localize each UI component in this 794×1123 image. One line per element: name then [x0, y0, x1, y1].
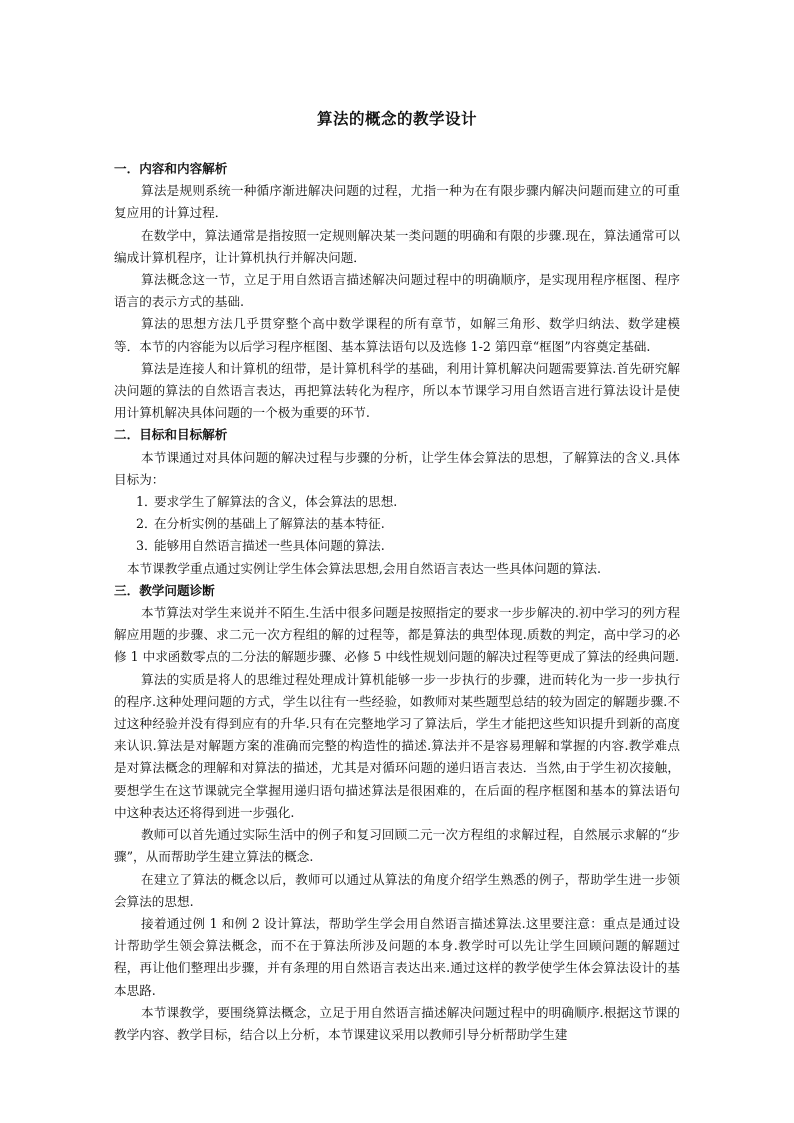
section-heading: 二．目标和目标解析: [114, 427, 228, 443]
list-number: 1．: [136, 494, 157, 510]
document-title: 算法的概念的教学设计: [316, 109, 477, 128]
paragraph: 算法概念这一节，立足于用自然语言描述解决问题过程中的明确顺序，是实现用程序框图、程序语言的表示方式的基础.: [114, 272, 680, 310]
paragraph: 接着通过例 1 和例 2 设计算法，帮助学生学会用自然语言描述算法.这里要注意：重点是通过设计帮助学生领会算法概念，而不在于算法所涉及问题的本身.教学时可以先让学生回顾问题的解题过程，再让他们整理出步骤，并有条理的用自然语言表达出来.通过这样的教学使学生体会算法设计的基本思路.: [114, 915, 680, 998]
list-number: 3．: [136, 538, 157, 554]
paragraph: 在建立了算法的概念以后，教师可以通过从算法的角度介绍学生熟悉的例子，帮助学生进一步领会算法的思想.: [114, 871, 680, 909]
list-item: [114, 491, 680, 513]
paragraph: 本节课教学，要围绕算法概念，立足于用自然语言描述解决问题过程中的明确顺序.根据这节课的教学内容、教学目标，结合以上分析，本节课建议采用以教师引导分析帮助学生建: [114, 1004, 680, 1042]
paragraph: 本节算法对学生来说并不陌生.生活中很多问题是按照指定的要求一步步解决的.初中学习的列方程解应用题的步骤、求二元一次方程组的解的过程等，都是算法的典型体现.质数的判定，高中学习的必修 1 中求函数零点的二分法的解题步骤、必修 5 中线性规划问题的解决过程等更成了算法的经典问题.: [114, 605, 680, 665]
paragraph: 在数学中，算法通常是指按照一定规则解决某一类问题的明确和有限的步骤.现在，算法通常可以编成计算机程序，让计算机执行并解决问题．: [114, 227, 680, 265]
list-text: 在分析实例的基础上了解算法的基本特征.: [154, 516, 385, 532]
paragraph: 算法的思想方法几乎贯穿整个高中数学课程的所有章节，如解三角形、数学归纳法、数学建模等．本节的内容能为以后学习程序框图、基本算法语句以及选修 1-2 第四章“框图”内容奠定基础.: [114, 316, 680, 354]
paragraph: 教师可以首先通过实际生活中的例子和复习回顾二元一次方程组的求解过程，自然展示求解的“步骤”，从而帮助学生建立算法的概念.: [114, 827, 680, 865]
document-body: [114, 158, 680, 1046]
paragraph: 本节课通过对具体问题的解决过程与步骤的分析，让学生体会算法的思想，了解算法的含义.具体目标为：: [114, 449, 680, 487]
list-text: 要求学生了解算法的含义，体会算法的思想.: [154, 494, 398, 510]
list-item: [114, 535, 680, 557]
list-number: 2．: [136, 516, 157, 532]
list-text: 能够用自然语言描述一些具体问题的算法.: [154, 538, 385, 554]
paragraph: 算法是连接人和计算机的纽带，是计算机科学的基础，利用计算机解决问题需要算法.首先研究解决问题的算法的自然语言表达，再把算法转化为程序，所以本节课学习用自然语言进行算法设计是使用计算机解决具体问题的一个极为重要的环节.: [114, 360, 680, 421]
section-heading: 三．教学问题诊断: [114, 582, 215, 598]
paragraph: 算法的实质是将人的思维过程处理成计算机能够一步一步执行的步骤，进而转化为一步一步执行的程序.这种处理问题的方式，学生以往有一些经验，如教师对某些题型总结的较为固定的解题步骤.不过这种经验并没有得到应有的升华.只有在完整地学习了算法后，学生才能把这些知识提升到新的高度来认识.算法是对解题方案的准确而完整的构造性的描述.算法并不是容易理解和掌握的内容.教学难点是对算法概念的理解和对算法的描述，尤其是对循环问题的递归语言表达．当然,由于学生初次接触，要想学生在这节课就完全掌握用递归语句描述算法是很困难的，在后面的程序框图和基本的算法语句中这种表达还将得到进一步强化.: [114, 671, 680, 820]
list-item: [114, 513, 680, 535]
paragraph: 算法是规则系统一种循序渐进解决问题的过程，尤指一种为在有限步骤内解决问题而建立的可重复应用的计算过程．: [114, 183, 680, 221]
paragraph: 本节课教学重点通过实例让学生体会算法思想,会用自然语言表达一些具体问题的算法.: [127, 560, 601, 576]
section-heading: 一．内容和内容解析: [114, 161, 228, 176]
